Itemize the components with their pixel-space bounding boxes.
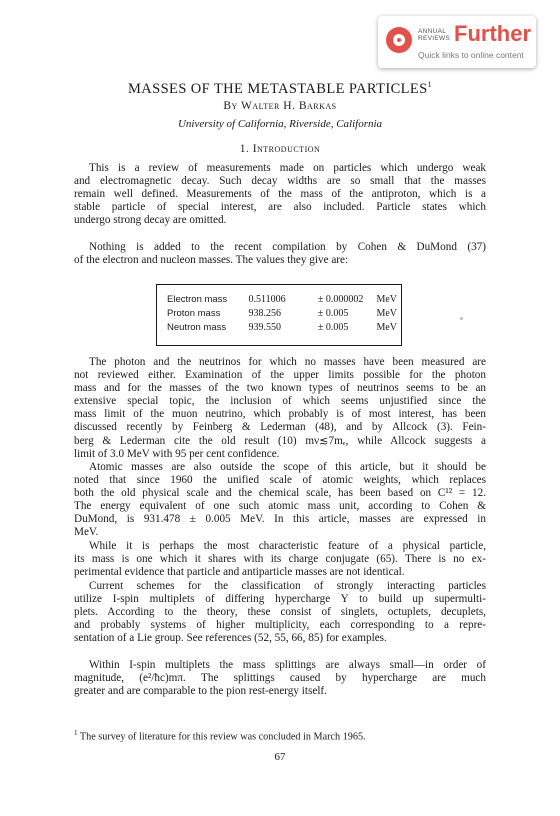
- title-footnote-mark[interactable]: 1: [427, 80, 433, 89]
- mass-unit: MeV: [376, 294, 397, 305]
- text-line: This is a review of measurements made on particles which undergo weak: [89, 162, 486, 174]
- text-line: stable particle of special interest, are also included. Particle states which: [74, 201, 486, 214]
- table-row: [167, 293, 401, 307]
- mass-name: Proton mass: [167, 308, 221, 319]
- text-line: remain well defined. Measurements of the mass of the antiproton, which is a: [74, 188, 486, 201]
- paragraph-6: [74, 580, 486, 645]
- text-line: Nothing is added to the recent compilation by Cohen & DuMond (37): [89, 241, 486, 253]
- footnote: [74, 729, 486, 742]
- text-line: and electromagnetic decay. Such decay widths are so small that the masses: [74, 175, 486, 188]
- text-line: noted that since 1960 the unified scale of atomic weights, which replaces: [74, 474, 486, 487]
- paragraph-7: [74, 659, 486, 698]
- text-line: limit of 3.0 MeV with 95 per cent confidence.: [74, 447, 280, 460]
- text-line: Current schemes for the classification of strongly interacting particles: [89, 580, 486, 592]
- mass-name: Neutron mass: [167, 322, 227, 333]
- footnote-mark: 1: [74, 729, 78, 737]
- text-line: While it is perhaps the most characteristic feature of a physical particle,: [89, 540, 486, 552]
- table-row: [167, 307, 401, 321]
- section-heading: 1. Introduction: [239, 143, 321, 155]
- org-line-1: ANNUAL: [418, 28, 447, 35]
- text-line: magnitude, (e²/ħc)mπ. The splittings caused by hypercharge are much: [74, 672, 486, 685]
- text-line: MeV.: [74, 526, 99, 539]
- footnote-text: The survey of literature for this review was concluded in March 1965.: [79, 731, 366, 743]
- mass-value: 0.511006: [248, 294, 286, 305]
- paragraph-4: [74, 461, 486, 540]
- text-line: both the old physical scale and the chemical scale, has been based on C¹² = 12.: [74, 487, 486, 500]
- text-line: and probably systems of higher multiplicity, each corresponding to a repre-: [74, 619, 486, 632]
- text-line: DuMond, is 931.478 ± 0.005 MeV. In this article, masses are expressed in: [74, 513, 486, 526]
- paragraph-2: [74, 241, 486, 267]
- author-affiliation: University of California, Riverside, California: [177, 118, 383, 130]
- paragraph-1: [74, 162, 486, 227]
- text-line: The photon and the neutrinos for which no masses have been measured are: [89, 356, 486, 368]
- annual-reviews-logo-icon: [386, 27, 412, 53]
- paragraph-5: [74, 540, 486, 579]
- article-title: [0, 80, 560, 98]
- text-line: its mass is one which it shares with its charge conjugate (65). There is no ex-: [74, 553, 486, 566]
- mass-value: 938.256: [248, 308, 281, 319]
- further-label[interactable]: Further: [454, 21, 531, 46]
- stray-mark: [460, 317, 463, 320]
- text-line: discussed recently by Feinberg & Lederman (48), and by Allcock (3). Fein-: [74, 421, 486, 434]
- text-line: greater and are comparable to the pion rest-energy itself.: [74, 685, 327, 698]
- text-line: of the electron and nucleon masses. The values they give are:: [74, 254, 349, 267]
- text-line: not reviewed either. Examination of the upper limits possible for the photon: [74, 369, 486, 382]
- annual-reviews-further-badge[interactable]: [378, 16, 536, 68]
- text-line: Within I-spin multiplets the mass splittings are always small—in order of: [89, 659, 486, 671]
- page-number: 67: [274, 751, 286, 763]
- org-line-2: REVIEWS: [418, 35, 451, 42]
- text-line: perimental evidence that particle and antiparticle masses are not identical.: [74, 566, 405, 579]
- author-byline: By Walter H. Barkas: [223, 100, 337, 112]
- text-line: berg & Lederman cite the old result (10) mν≲7mₑ, while Allcock suggests a: [74, 434, 486, 447]
- mass-error: ± 0.005: [317, 308, 349, 319]
- text-line: extensive special topic, the inclusion of which seems unjustified since the: [74, 395, 486, 408]
- text-line: sentation of a Lie group. See references (52, 55, 66, 85) for examples.: [74, 632, 387, 645]
- text-line: mass and for the masses of the two known types of neutrinos seems to be an: [74, 382, 486, 395]
- annual-reviews-wordmark: [418, 28, 450, 42]
- mass-value: 939.550: [248, 322, 281, 333]
- mass-name: Electron mass: [167, 294, 228, 305]
- mass-unit: MeV: [376, 308, 397, 319]
- mass-error: ± 0.000002: [317, 294, 364, 305]
- text-line: undergo strong decay are omitted.: [74, 214, 227, 227]
- mass-unit: MeV: [376, 322, 397, 333]
- further-tagline[interactable]: Quick links to online content: [418, 50, 524, 60]
- text-line: The energy equivalent of one such atomic mass unit, according to Cohen &: [74, 500, 486, 513]
- text-line: mass limit of the muon neutrino, which probably is of most interest, has been: [74, 408, 486, 421]
- text-line: plets. According to the theory, these consist of singlets, octuplets, decuplets,: [74, 606, 486, 619]
- article-title-text: MASSES OF THE METASTABLE PARTICLES: [127, 80, 428, 97]
- text-line: Atomic masses are also outside the scope of this article, but it should be: [89, 461, 486, 473]
- text-line: utilize I-spin multiplets of differing hypercharge Y to build up supermulti-: [74, 593, 486, 606]
- mass-error: ± 0.005: [317, 322, 349, 333]
- paragraph-3: [74, 356, 486, 461]
- nucleon-mass-table: [156, 284, 402, 346]
- table-row: [167, 321, 401, 335]
